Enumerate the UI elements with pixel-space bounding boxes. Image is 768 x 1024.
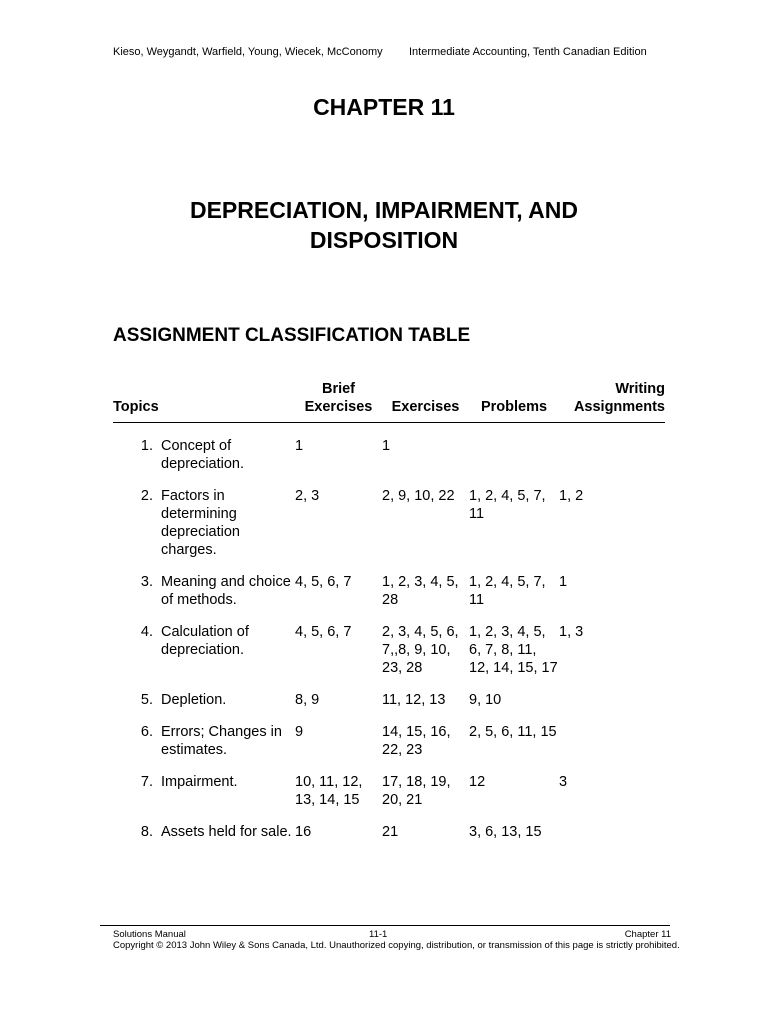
exercises-cell: 1 [382,438,391,454]
table-row [113,723,665,773]
table-row [113,487,665,573]
topic-text: Depletion. [161,692,227,708]
problems-cell: 1, 2, 4, 5, 7, 11 [469,488,546,522]
brief-exercises-cell: 4, 5, 6, 7 [295,574,352,590]
writing-cell [559,723,665,773]
brief-exercises-cell: 2, 3 [295,488,320,504]
footer-page-number: 11-1 [369,929,388,940]
brief-exercises-cell: 16 [295,824,312,840]
footer-chapter-label: Chapter 11 [624,929,671,940]
exercises-cell: 21 [382,824,399,840]
writing-cell: 1 [559,574,568,590]
writing-cell [559,823,665,855]
topic-number: 4. [140,624,153,640]
topic-number: 3. [140,574,153,590]
page-footer [113,929,680,951]
header-brief-line2: Exercises [304,399,373,415]
exercises-cell: 2, 3, 4, 5, 6, 7,,8, 9, 10, 23, 28 [382,624,459,676]
brief-exercises-cell: 4, 5, 6, 7 [295,624,352,640]
writing-cell [559,691,665,723]
writing-cell: 1, 3 [559,624,584,640]
exercises-cell: 2, 9, 10, 22 [382,488,455,504]
problems-cell: 1, 2, 3, 4, 5, 6, 7, 8, 11, 12, 14, 15, 17 [469,624,558,676]
brief-exercises-cell: 9 [295,724,304,740]
problems-cell: 2, 5, 6, 11, 15 [469,724,557,740]
topic-number: 5. [140,692,153,708]
header-topics: Topics [113,380,295,423]
running-head-book-title: Intermediate Accounting, Tenth Canadian Edition [409,46,647,58]
exercises-cell: 17, 18, 19, 20, 21 [382,774,451,808]
table-header-row [113,380,665,423]
problems-cell: 3, 6, 13, 15 [469,824,542,840]
chapter-title: DEPRECIATION, IMPAIRMENT, AND DISPOSITION [189,197,579,253]
topic-number: 2. [140,488,153,504]
topic-text: Assets held for sale. [161,824,292,840]
topic-number: 8. [140,824,153,840]
table-row [113,773,665,823]
topic-number: 1. [140,438,153,454]
brief-exercises-cell: 10, 11, 12, 13, 14, 15 [295,774,363,808]
footer-manual-label: Solutions Manual [113,929,186,940]
header-problems: Problems [469,380,559,423]
header-brief-line1: Brief [321,381,356,397]
problems-cell: 1, 2, 4, 5, 7, 11 [469,574,546,608]
table-row [113,437,665,487]
exercises-cell: 14, 15, 16, 22, 23 [382,724,451,758]
table-row [113,823,665,855]
problems-cell [469,437,559,487]
writing-cell: 3 [559,774,568,790]
topic-text: Concept of depreciation. [161,438,245,472]
table-row [113,623,665,691]
running-head [113,46,708,58]
exercises-cell: 11, 12, 13 [382,692,446,708]
section-title: ASSIGNMENT CLASSIFICATION TABLE [113,325,471,346]
problems-cell: 12 [469,774,486,790]
topic-text: Meaning and choice of methods. [161,574,291,608]
header-writing-assignments [559,380,665,423]
footer-copyright: Copyright © 2013 John Wiley & Sons Canada, Ltd. Unauthorized copying, distribution, or transmission of this page is strictly prohibited. [113,940,680,951]
exercises-cell: 1, 2, 3, 4, 5, 28 [382,574,459,608]
running-head-authors: Kieso, Weygandt, Warfield, Young, Wiecek, McConomy [113,46,383,58]
table-row [113,691,665,723]
chapter-number: CHAPTER 11 [313,94,455,120]
topic-text: Errors; Changes in estimates. [161,724,282,758]
topic-text: Factors in determining depreciation charges. [161,488,240,558]
assignment-classification-table [113,380,665,855]
problems-cell: 9, 10 [469,692,502,708]
footer-divider [100,925,670,926]
writing-cell [559,437,665,487]
topic-text: Calculation of depreciation. [161,624,249,658]
header-brief-exercises [295,380,382,423]
brief-exercises-cell: 8, 9 [295,692,320,708]
table-row [113,573,665,623]
topic-text: Impairment. [161,774,238,790]
brief-exercises-cell: 1 [295,438,304,454]
writing-cell: 1, 2 [559,488,584,504]
header-writing-line1: Writing [615,381,665,397]
header-exercises: Exercises [382,380,469,423]
header-writing-line2: Assignments [573,399,665,415]
topic-number: 7. [140,774,153,790]
topic-number: 6. [140,724,153,740]
